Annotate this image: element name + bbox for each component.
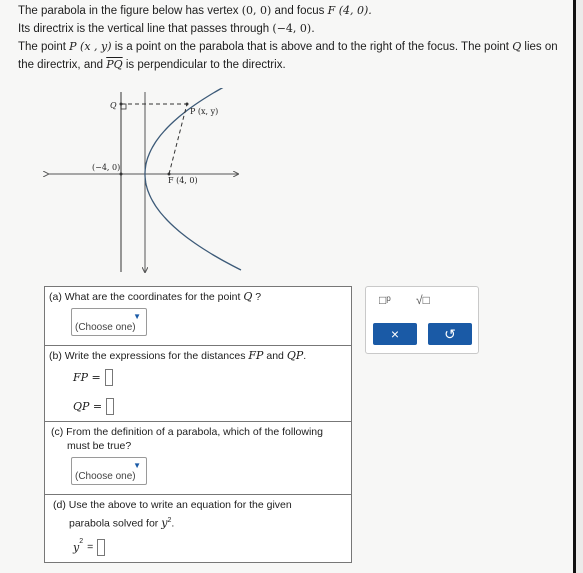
label-focus: F (4, 0) [168,176,198,185]
qp-input[interactable] [106,398,114,415]
intro-line-1: The parabola in the figure below has vertex (0, 0) and focus F (4, 0). [18,4,372,17]
intro-line-2: Its directrix is the vertical line that passes through (−4, 0). [18,22,315,35]
math-toolbox [365,286,479,354]
y-squared-input[interactable] [97,539,105,556]
intro-line-4: the directrix, and $\overline{PQ}$ is perpendicular to the directrix. [18,58,286,71]
question-panel [44,286,352,563]
point-p [186,103,189,106]
intro-line-3: The point P (x , y) is a point on the parabola that is above and to the right of the focus. The point Q lies on [18,40,558,53]
label-p: P (x, y) [190,107,219,116]
point-directrix [120,173,123,176]
fp-input[interactable] [105,369,113,386]
y-squared-equation: y $^2$ = [73,539,345,556]
part-b: (b) Write the expressions for the distances FP and QP. FP = QP = [45,346,351,422]
chevron-down-icon: ▼ [133,461,141,470]
undo-button[interactable]: ↺ [428,323,472,345]
point-q [120,103,123,106]
label-q: Q [110,101,117,110]
part-c: (c) From the definition of a parabola, which of the following must be true? ▼ (Choose one) [45,422,351,495]
qp-equation: QP = [73,398,345,415]
problem-statement [18,2,574,74]
segment-fp [169,104,187,174]
label-directrix-point: (−4, 0) [92,163,121,172]
part-c-dropdown[interactable]: ▼ (Choose one) [71,457,147,485]
part-a: (a) What are the coordinates for the point Q ? ▼ (Choose one) [45,287,351,346]
sqrt-icon[interactable]: √□ [416,293,430,307]
parabola-figure [40,88,250,278]
superscript-icon[interactable]: □ᵖ [379,293,391,307]
clear-button[interactable]: × [373,323,417,345]
chevron-down-icon: ▼ [133,312,141,321]
part-a-dropdown[interactable]: ▼ (Choose one) [71,308,147,336]
fp-equation: FP = [73,369,345,386]
part-d: (d) Use the above to write an equation for the given parabola solved for $y^2$. y $^2$ = [45,495,351,562]
